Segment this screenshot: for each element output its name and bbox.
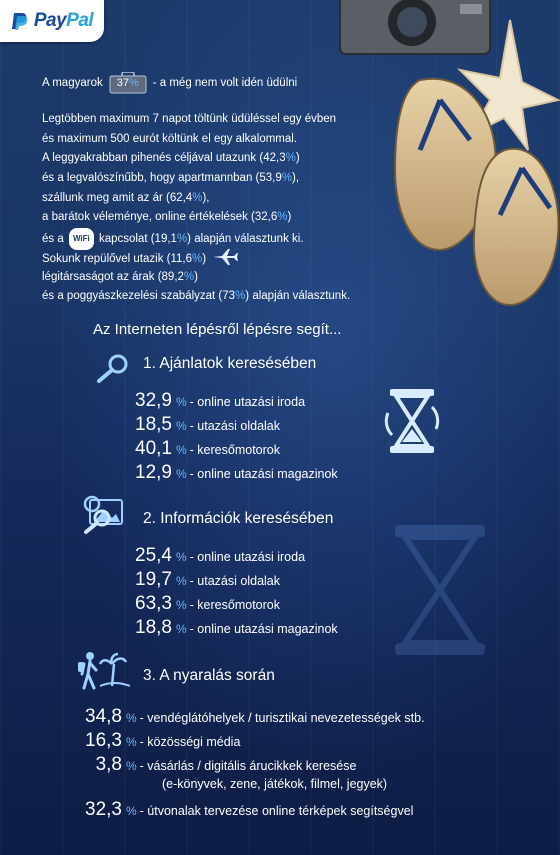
- stat-line: [42, 208, 350, 228]
- headline-before: A magyarok: [42, 77, 103, 89]
- stat-value: 3,8: [95, 754, 122, 775]
- stat-row: [108, 593, 280, 615]
- stat-text: ),: [291, 172, 300, 185]
- stat-line: [42, 169, 350, 189]
- wifi-badge-icon: WiFi: [69, 228, 94, 250]
- percent-sign: %: [176, 395, 187, 409]
- stat-label: - utazási oldalak: [189, 419, 280, 433]
- percent-sign: %: [183, 270, 195, 283]
- travel-stats: [42, 110, 350, 307]
- stat-line: [42, 248, 350, 268]
- stat-text: ): [202, 252, 207, 265]
- stat-label: - online utazási iroda: [189, 395, 306, 409]
- stat-row: [108, 545, 305, 567]
- stat-text: és a: [42, 233, 67, 246]
- stat-value: 34,8: [85, 706, 122, 727]
- paypal-logo: [0, 0, 104, 42]
- stat-label: - online utazási magazinok: [189, 622, 338, 636]
- stat-value: 32,3: [85, 799, 122, 820]
- suitcase-icon: [109, 72, 147, 94]
- percent-sign: %: [176, 574, 187, 588]
- paypal-p-icon: [11, 11, 29, 31]
- percent-sign: %: [126, 759, 137, 773]
- stat-line: [42, 189, 350, 209]
- stat-label: - online utazási magazinok: [189, 467, 338, 481]
- stat-label: - keresőmotorok: [189, 443, 280, 457]
- stat-row: [74, 754, 356, 776]
- stat-label: - vendéglátóhelyek / turisztikai nevezetességek stb.: [139, 711, 425, 725]
- stat-row: [108, 438, 280, 460]
- stat-value: 32,9: [135, 390, 172, 411]
- airplane-icon: [212, 248, 238, 266]
- stat-text: és maximum 500 eurót költünk el egy alkalommal.: [42, 132, 298, 145]
- stat-label: - útvonalak tervezése online térképek segítségvel: [139, 804, 414, 818]
- stat-row: [108, 390, 305, 412]
- stat-value: 18,8: [135, 617, 172, 638]
- percent-sign: %: [176, 467, 187, 481]
- section-1-title: 1. Ajánlatok keresésében: [143, 355, 317, 372]
- hiker-palm-icon: [76, 650, 132, 690]
- percent-sign: %: [126, 711, 137, 725]
- headline: [42, 72, 297, 94]
- stat-label: - online utazási iroda: [189, 550, 306, 564]
- stat-row: [74, 730, 240, 752]
- section-3-continuation: (e-könyvek, zene, játékok, filmel, jegyek): [162, 777, 388, 791]
- section-2-title: 2. Információk keresésében: [143, 510, 334, 527]
- stat-text: a barátok véleménye, online értékelések (32,6: [42, 211, 278, 224]
- stat-row: [74, 799, 413, 821]
- stat-line: [42, 110, 350, 130]
- stat-text: ) alapján választunk ki.: [187, 233, 304, 246]
- stat-label: - közösségi média: [139, 735, 241, 749]
- stat-value: 16,3: [85, 730, 122, 751]
- hourglass-refresh-icon: [380, 385, 444, 457]
- stat-line: [42, 287, 350, 307]
- stat-row: [108, 617, 338, 639]
- percent-sign: %: [176, 598, 187, 612]
- stat-text: A leggyakrabban pihenés céljával utazunk (42,3: [42, 152, 286, 165]
- percent-sign: %: [176, 443, 187, 457]
- stat-value: 40,1: [135, 438, 172, 459]
- stat-text: kapcsolat (19,1: [95, 233, 177, 246]
- percent-sign: %: [176, 419, 187, 433]
- percent-sign: %: [176, 233, 188, 246]
- photo-search-icon: [76, 494, 126, 534]
- stat-value: 25,4: [135, 545, 172, 566]
- percent-sign: %: [126, 735, 137, 749]
- percent-sign: %: [176, 550, 187, 564]
- percent-sign: %: [277, 211, 288, 224]
- stat-text: ): [295, 152, 300, 165]
- headline-unit: %: [128, 77, 139, 89]
- stat-line: [42, 130, 350, 150]
- percent-sign: %: [192, 252, 203, 265]
- stat-line: [42, 228, 350, 248]
- hourglass-watermark-icon: [380, 520, 500, 660]
- percent-sign: %: [126, 804, 137, 818]
- headline-after: - a még nem volt idén üdülni: [152, 77, 298, 89]
- stat-value: 12,9: [135, 462, 172, 483]
- percent-sign: %: [285, 152, 296, 165]
- section-subtitle: Az Interneten lépésről lépésre segít...: [93, 321, 342, 338]
- stat-text: Legtöbben maximum 7 napot töltünk üdüléssel egy évben: [42, 113, 337, 125]
- stat-value: 19,7: [135, 569, 172, 590]
- headline-value: 37: [116, 77, 129, 89]
- stat-label: - utazási oldalak: [189, 574, 280, 588]
- stat-text: ): [287, 211, 292, 224]
- stat-row: [74, 706, 425, 728]
- percent-sign: %: [281, 172, 292, 185]
- stat-text: és a poggyászkezelési szabályzat (73: [42, 290, 236, 303]
- magnifier-icon: [96, 354, 130, 384]
- stat-row: [108, 462, 338, 484]
- percent-sign: %: [176, 622, 187, 636]
- stat-label: - vásárlás / digitális árucikkek keresése: [139, 759, 357, 773]
- section-3-title: 3. A nyaralás során: [143, 667, 275, 684]
- stat-row: [108, 569, 280, 591]
- stat-text: szállunk meg amit az ár (62,4: [42, 191, 193, 204]
- sandal-icon: [474, 149, 559, 305]
- percent-sign: %: [235, 290, 246, 303]
- percent-sign: %: [192, 191, 203, 204]
- stat-text: Sokunk repülővel utazik (11,6: [42, 252, 193, 265]
- stat-text: ): [194, 270, 198, 283]
- stat-value: 18,5: [135, 414, 172, 435]
- stat-text: ),: [202, 191, 210, 204]
- stat-row: [108, 414, 280, 436]
- stat-text: ) alapján választunk.: [245, 290, 351, 303]
- stat-label: - keresőmotorok: [189, 598, 280, 612]
- stat-text: légitársaságot az árak (89,2: [42, 270, 184, 283]
- logo-text-pay: Pay: [33, 10, 67, 31]
- stat-line: [42, 268, 350, 288]
- stat-line: [42, 149, 350, 169]
- stat-text: és a legvalószínűbb, hogy apartmannban (53,9: [42, 172, 282, 185]
- logo-text-pal: Pal: [66, 10, 94, 31]
- stat-value: 63,3: [135, 593, 172, 614]
